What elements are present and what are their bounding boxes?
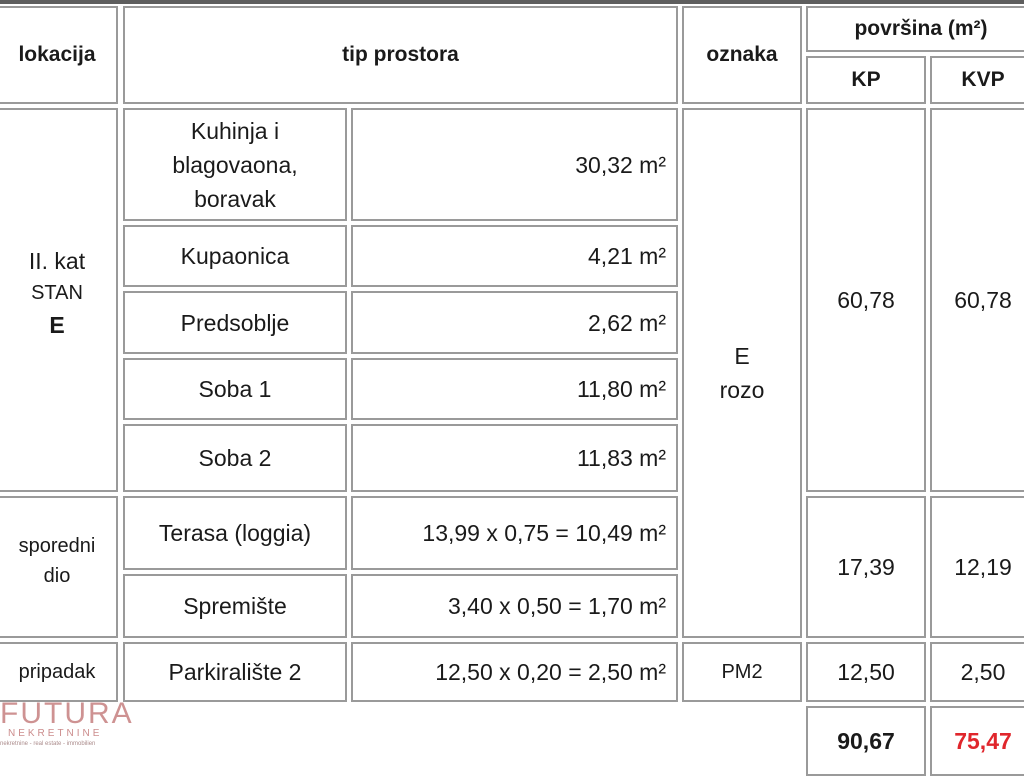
kvp-stan: 60,78 xyxy=(930,108,1024,492)
kp-pripadak: 12,50 xyxy=(806,642,926,702)
room-name: Soba 1 xyxy=(123,358,347,420)
room-area: 3,40 x 0,50 = 1,70 m² xyxy=(351,574,678,638)
room-name: Terasa (loggia) xyxy=(123,496,347,570)
logo-subtitle: NEKRETNINE xyxy=(8,728,103,739)
room-name: Kupaonica xyxy=(123,225,347,287)
location-pripadak: pripadak xyxy=(0,642,118,702)
kp-sporedni: 17,39 xyxy=(806,496,926,638)
room-name: Predsoblje xyxy=(123,291,347,354)
room-area: 12,50 x 0,20 = 2,50 m² xyxy=(351,642,678,702)
total-kp: 90,67 xyxy=(806,706,926,776)
location-type: STAN xyxy=(31,282,83,304)
oznaka-pripadak: PM2 xyxy=(682,642,802,702)
location-sporedni-line: dio xyxy=(43,565,71,587)
header-tip-prostora: tip prostora xyxy=(123,6,678,104)
header-lokacija: lokacija xyxy=(0,6,118,104)
room-area: 11,83 m² xyxy=(351,424,678,492)
header-oznaka: oznaka xyxy=(682,6,802,104)
room-name: Spremište xyxy=(123,574,347,638)
header-kvp: KVP xyxy=(930,56,1024,104)
total-kvp: 75,47 xyxy=(930,706,1024,776)
header-kp: KP xyxy=(806,56,926,104)
location-unit: E xyxy=(49,312,65,338)
location-floor: II. kat xyxy=(28,248,86,274)
room-area: 13,99 x 0,75 = 10,49 m² xyxy=(351,496,678,570)
room-name: Parkiralište 2 xyxy=(123,642,347,702)
room-area: 2,62 m² xyxy=(351,291,678,354)
location-sporedni xyxy=(0,496,118,638)
kvp-pripadak: 2,50 xyxy=(930,642,1024,702)
room-name xyxy=(123,108,347,221)
location-stan xyxy=(0,108,118,492)
room-name-line: boravak xyxy=(194,185,276,212)
header-povrsina: površina (m²) xyxy=(806,6,1024,52)
logo-tagline: nekretnine - real estate - immobilien xyxy=(0,741,96,747)
logo-wordmark: FUTURA xyxy=(0,697,134,730)
oznaka-stan xyxy=(682,108,802,638)
room-area: 11,80 m² xyxy=(351,358,678,420)
oznaka-letter: E xyxy=(734,343,750,369)
table-top-border xyxy=(0,0,1024,4)
kp-stan: 60,78 xyxy=(806,108,926,492)
room-area: 4,21 m² xyxy=(351,225,678,287)
kvp-sporedni: 12,19 xyxy=(930,496,1024,638)
location-sporedni-line: sporedni xyxy=(18,535,96,557)
room-name-line: blagovaona, xyxy=(172,151,298,178)
room-name-line: Kuhinja i xyxy=(190,117,280,144)
room-area: 30,32 m² xyxy=(351,108,678,221)
oznaka-color: rozo xyxy=(719,377,765,403)
room-name: Soba 2 xyxy=(123,424,347,492)
futura-logo xyxy=(0,698,140,750)
